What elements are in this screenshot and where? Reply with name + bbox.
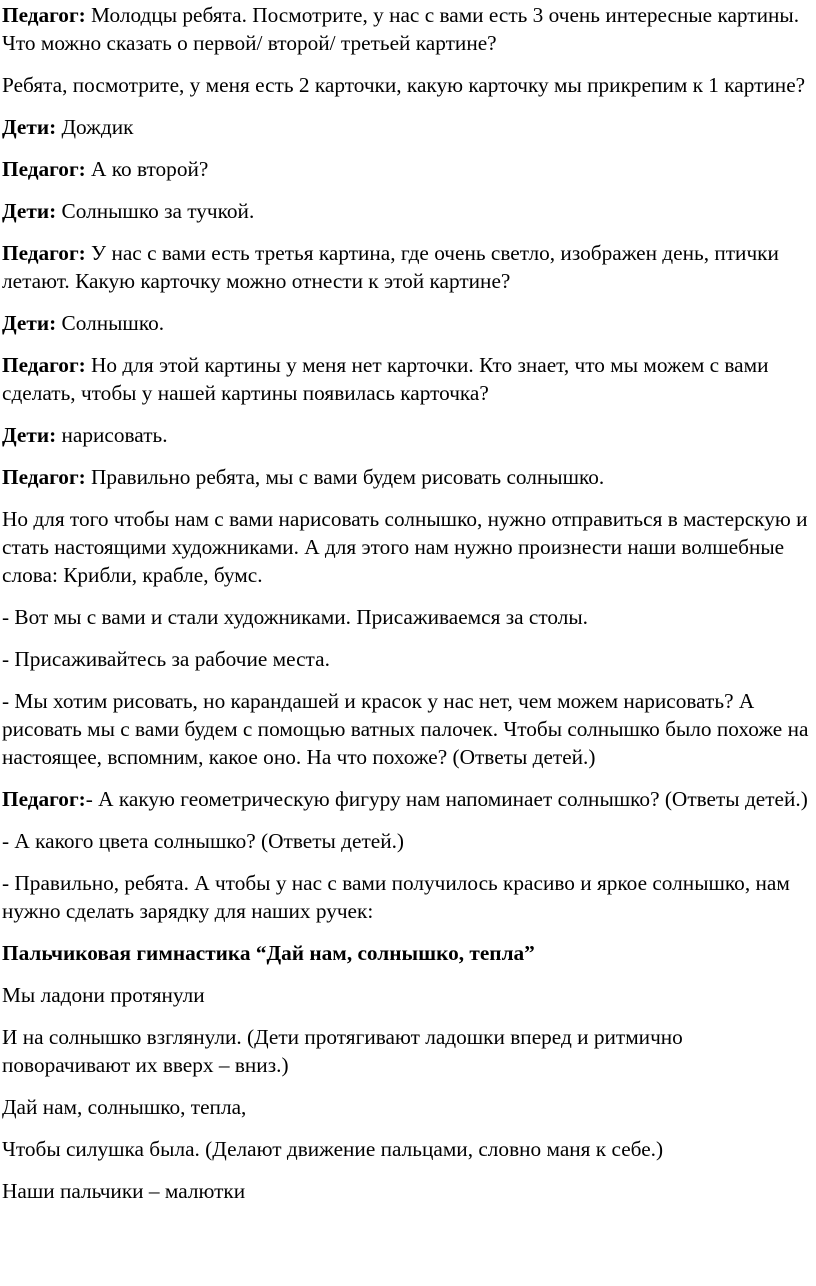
paragraph-text: - Правильно, ребята. А чтобы у нас с вами получилось красиво и яркое солнышко, нам нужно сделать зарядку для наших ручек: <box>2 871 790 923</box>
dialogue-paragraph <box>2 603 812 631</box>
verse-line: Мы ладони протянули <box>2 983 205 1007</box>
verse-line: Наши пальчики – малютки <box>2 1179 246 1203</box>
dialogue-paragraph <box>2 351 812 407</box>
dialogue-paragraph <box>2 309 812 337</box>
verse-line: Чтобы силушка была. (Делают движение пальцами, словно маня к себе.) <box>2 1137 664 1161</box>
paragraph-text: Дождик <box>56 115 134 139</box>
verse-line: Дай нам, солнышко, тепла, <box>2 1095 247 1119</box>
dialogue-paragraph <box>2 645 812 673</box>
dialogue-paragraph <box>2 239 812 295</box>
speaker-label: Дети: <box>2 115 57 139</box>
paragraph-text: Ребята, посмотрите, у меня есть 2 карточки, какую карточку мы прикрепим к 1 картине? <box>2 73 806 97</box>
paragraph-text: Солнышко за тучкой. <box>56 199 255 223</box>
speaker-label: Дети: <box>2 423 57 447</box>
paragraph-text: Молодцы ребята. Посмотрите, у нас с вами есть 3 очень интересные картины. Что можно сказать о первой/ второй/ третьей картине? <box>2 3 800 55</box>
speaker-label: Педагог: <box>2 787 86 811</box>
paragraph-text: У нас с вами есть третья картина, где очень светло, изображен день, птички летают. Какую карточку можно отнести к этой картине? <box>2 241 779 293</box>
dialogue-paragraph <box>2 155 812 183</box>
speaker-label: Педагог: <box>2 241 86 265</box>
dialogue-paragraph <box>2 113 812 141</box>
paragraph-text: Но для того чтобы нам с вами нарисовать солнышко, нужно отправиться в мастерскую и стать настоящими художниками. А для этого нам нужно произнести наши волшебные слова: Крибли, крабле, бумс. <box>2 507 808 587</box>
paragraph-text: Солнышко. <box>56 311 165 335</box>
paragraph-text: нарисовать. <box>56 423 168 447</box>
dialogue-paragraph <box>2 71 812 99</box>
paragraph-text: - Вот мы с вами и стали художниками. Присаживаемся за столы. <box>2 605 588 629</box>
speaker-label: Педагог: <box>2 465 86 489</box>
dialogue-paragraph <box>2 197 812 225</box>
verse-line: И на солнышко взглянули. (Дети протягивают ладошки вперед и ритмично поворачивают их вверх – вниз.) <box>2 1025 683 1077</box>
speaker-label: Дети: <box>2 311 57 335</box>
speaker-label: Педагог: <box>2 3 86 27</box>
dialogue-paragraph <box>2 1 812 57</box>
speaker-label: Педагог: <box>2 353 86 377</box>
dialogue-paragraph <box>2 463 812 491</box>
paragraph-text: Правильно ребята, мы с вами будем рисовать солнышко. <box>85 465 605 489</box>
paragraph-text: Но для этой картины у меня нет карточки. Кто знает, что мы можем с вами сделать, чтобы у нашей картины появилась карточка? <box>2 353 769 405</box>
speaker-label: Педагог: <box>2 157 86 181</box>
dialogue-paragraph <box>2 505 812 589</box>
section-heading: Пальчиковая гимнастика “Дай нам, солнышко, тепла” <box>2 941 535 965</box>
paragraph-text: А ко второй? <box>85 157 209 181</box>
paragraph-text: - А какого цвета солнышко? (Ответы детей.) <box>2 829 405 853</box>
dialogue-paragraph <box>2 785 812 813</box>
speaker-label: Дети: <box>2 199 57 223</box>
dialogue-paragraph <box>2 827 812 855</box>
paragraph-text: - Присаживайтесь за рабочие места. <box>2 647 330 671</box>
paragraph-text: - А какую геометрическую фигуру нам напоминает солнышко? (Ответы детей.) <box>85 787 808 811</box>
paragraph-text: - Мы хотим рисовать, но карандашей и красок у нас нет, чем можем нарисовать? А рисовать мы с вами будем с помощью ватных палочек. Чтобы солнышко было похоже на настоящее, вспомним, какое оно. На что похоже? (Ответы детей.) <box>2 689 809 769</box>
dialogue-paragraph <box>2 869 812 925</box>
dialogue-paragraph <box>2 421 812 449</box>
dialogue-paragraph <box>2 687 812 771</box>
